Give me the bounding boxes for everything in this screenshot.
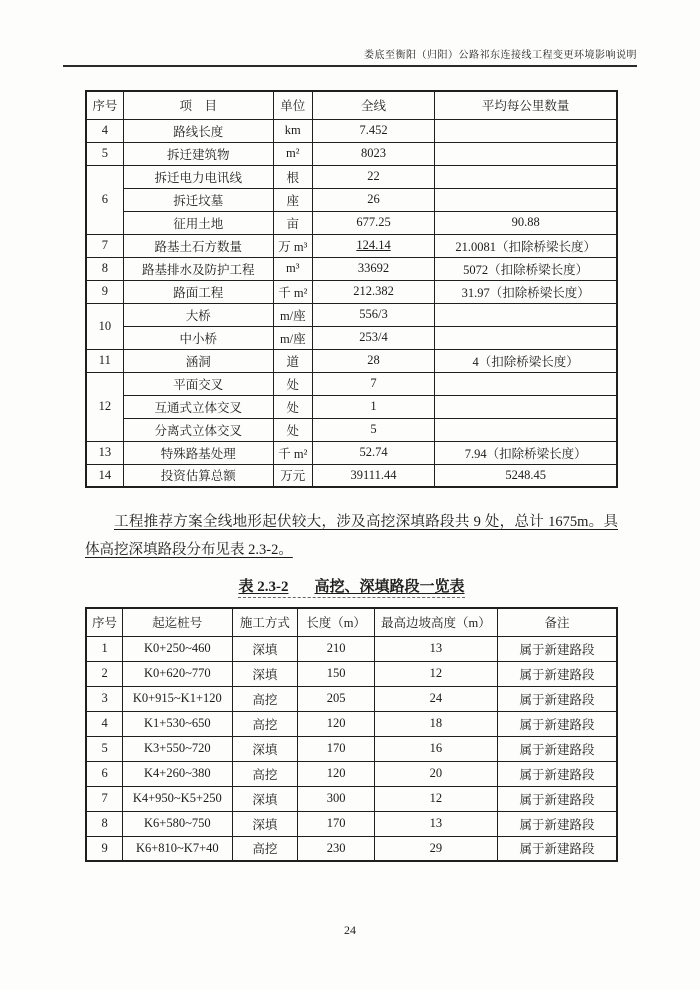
quantities-table-row [86,188,617,211]
quantities-table-cell: 124.14 [312,234,435,257]
table2-caption-title: 高挖、深填路段一览表 [314,579,465,595]
quantities-table-cell: 6 [86,165,123,234]
quantities-table-cell: 31.97（扣除桥梁长度） [435,280,617,303]
quantities-table-cell [435,326,617,349]
quantities-table-cell: 39111.44 [312,464,435,487]
quantities-table-row [86,418,617,441]
quantities-table-cell [435,372,617,395]
sections-table-cell: 高挖 [232,686,298,711]
sections-table-header-row [86,608,617,636]
sections-table-header-cell: 备注 [497,608,617,636]
quantities-table-cell: 座 [273,188,312,211]
quantities-table-cell [435,188,617,211]
quantities-table-cell: 分离式立体交叉 [123,418,273,441]
sections-table-row [86,661,617,686]
sections-table-cell: K6+580~750 [123,811,232,836]
sections-table-cell: 3 [86,686,123,711]
quantities-table-cell: 征用土地 [123,211,273,234]
sections-table-row [86,811,617,836]
sections-table-cell: 属于新建路段 [497,736,617,761]
quantities-table-cell: 90.88 [435,211,617,234]
sections-table-cell: K1+530~650 [123,711,232,736]
sections-table-cell: 6 [86,761,123,786]
quantities-table-cell: 7.94（扣除桥梁长度） [435,441,617,464]
quantities-table-cell: 8 [86,257,123,280]
quantities-table-cell: km [273,119,312,142]
sections-table-row [86,786,617,811]
sections-table-cell: K6+810~K7+40 [123,836,232,861]
quantities-table-cell: 7 [86,234,123,257]
quantities-table-cell [435,418,617,441]
quantities-table-row [86,349,617,372]
quantities-table-cell: 52.74 [312,441,435,464]
sections-table-cell: 属于新建路段 [497,811,617,836]
sections-table-cell: 13 [374,811,497,836]
quantities-table-cell [435,303,617,326]
quantities-table-cell: 7 [312,372,435,395]
sections-table-cell: 5 [86,736,123,761]
sections-table-cell: 170 [298,736,374,761]
quantities-table-cell: 13 [86,441,123,464]
sections-table-cell: 16 [374,736,497,761]
sections-table-header-cell: 长度（m） [298,608,374,636]
sections-table-row [86,761,617,786]
quantities-table-row [86,372,617,395]
sections-table-row [86,686,617,711]
quantities-table-cell: 路基排水及防护工程 [123,257,273,280]
quantities-table-cell: 7.452 [312,119,435,142]
quantities-table-cell: 14 [86,464,123,487]
quantities-table-cell: 4（扣除桥梁长度） [435,349,617,372]
sections-table-cell: 属于新建路段 [497,836,617,861]
quantities-table-cell: 投资估算总额 [123,464,273,487]
quantities-table-cell: 中小桥 [123,326,273,349]
quantities-table-cell: 拆迁电力电讯线 [123,165,273,188]
quantities-table-cell: 5248.45 [435,464,617,487]
quantities-table-cell: 21.0081（扣除桥梁长度） [435,234,617,257]
page-number: 24 [344,923,356,937]
page-header [63,46,637,67]
sections-table-row [86,636,617,661]
quantities-table-cell: 212.382 [312,280,435,303]
quantities-table-cell: 路基土石方数量 [123,234,273,257]
quantities-table-cell: 5 [86,142,123,165]
quantities-table-cell: 千 m² [273,441,312,464]
sections-table-cell: 7 [86,786,123,811]
sections-table-cell: 300 [298,786,374,811]
quantities-table-cell: m/座 [273,326,312,349]
quantities-table-cell: 253/4 [312,326,435,349]
table2-caption [238,575,464,598]
sections-table-cell: 1 [86,636,123,661]
quantities-table-cell: 677.25 [312,211,435,234]
sections-table-cell: 属于新建路段 [497,711,617,736]
quantities-table-cell: 拆迁建筑物 [123,142,273,165]
sections-table-header-cell: 序号 [86,608,123,636]
quantities-table-cell: 12 [86,372,123,441]
quantities-table-cell [435,142,617,165]
sections-table-cell: 属于新建路段 [497,786,617,811]
sections-table-cell: K4+950~K5+250 [123,786,232,811]
sections-table-cell: 高挖 [232,836,298,861]
quantities-table-cell: 4 [86,119,123,142]
sections-table-row [86,711,617,736]
sections-table-cell: 高挖 [232,761,298,786]
quantities-table-cell: 5072（扣除桥梁长度） [435,257,617,280]
quantities-table-cell: 处 [273,372,312,395]
sections-table-cell: 18 [374,711,497,736]
sections-table-cell: 120 [298,711,374,736]
sections-table-cell: 205 [298,686,374,711]
quantities-table-cell: 处 [273,418,312,441]
sections-table-cell: 120 [298,761,374,786]
quantities-table-cell: 1 [312,395,435,418]
sections-table-header-cell: 施工方式 [232,608,298,636]
quantities-table-cell: 556/3 [312,303,435,326]
quantities-table-cell: 大桥 [123,303,273,326]
sections-table-row [86,836,617,861]
quantities-table-row [86,280,617,303]
quantities-table-cell: 拆迁坟墓 [123,188,273,211]
quantities-table-cell: 万 m³ [273,234,312,257]
quantities-table-row [86,303,617,326]
quantities-table-row [86,119,617,142]
quantities-table-row [86,441,617,464]
quantities-table-header-cell: 平均每公里数量 [435,91,617,119]
quantities-table-cell: 10 [86,303,123,349]
sections-table-cell: K3+550~720 [123,736,232,761]
sections-table-cell: 12 [374,661,497,686]
quantities-table-cell: 亩 [273,211,312,234]
quantities-table-cell: 道 [273,349,312,372]
sections-table-cell: 深填 [232,786,298,811]
quantities-table-row [86,211,617,234]
page-content [85,90,618,862]
quantities-table-cell: 处 [273,395,312,418]
sections-table-cell: 13 [374,636,497,661]
quantities-table-cell: 千 m² [273,280,312,303]
quantities-table-cell: 平面交叉 [123,372,273,395]
quantities-table-cell: 互通式立体交叉 [123,395,273,418]
sections-table-cell: 20 [374,761,497,786]
quantities-table-cell: 26 [312,188,435,211]
sections-table-cell: 150 [298,661,374,686]
quantities-table-cell: 22 [312,165,435,188]
header-title: 娄底至衡阳（归阳）公路祁东连接线工程变更环境影响说明 [364,50,637,61]
sections-table-cell: 230 [298,836,374,861]
quantities-table-cell: 8023 [312,142,435,165]
sections-table-cell: 210 [298,636,374,661]
sections-table-cell: 24 [374,686,497,711]
quantities-table-header-cell: 单位 [273,91,312,119]
quantities-table-cell: 28 [312,349,435,372]
sections-table-cell: 170 [298,811,374,836]
sections-table-cell: 12 [374,786,497,811]
quantities-table-row [86,464,617,487]
sections-table-cell: 深填 [232,636,298,661]
quantities-table-row [86,142,617,165]
quantities-table-row [86,234,617,257]
quantities-table-row [86,165,617,188]
sections-table-cell: 深填 [232,811,298,836]
quantities-table-row [86,257,617,280]
body-paragraph-text: 工程推荐方案全线地形起伏较大，涉及高挖深填路段共 9 处，总计 1675m。具体高挖深填路段分布见表 2.3-2。 [85,514,618,558]
quantities-table-cell: 路线长度 [123,119,273,142]
quantities-table-cell: 路面工程 [123,280,273,303]
quantities-table-cell: m² [273,142,312,165]
quantities-table-header-cell: 全线 [312,91,435,119]
sections-table-cell: K4+260~380 [123,761,232,786]
sections-table-cell: K0+250~460 [123,636,232,661]
cut-fill-sections-table [85,607,618,862]
sections-table-cell: K0+620~770 [123,661,232,686]
sections-table-cell: 属于新建路段 [497,686,617,711]
sections-table-cell: 属于新建路段 [497,761,617,786]
sections-table-cell: 8 [86,811,123,836]
quantities-table-cell [435,395,617,418]
sections-table-cell: 4 [86,711,123,736]
project-quantities-table [85,90,618,488]
quantities-table-cell: 特殊路基处理 [123,441,273,464]
sections-table-cell: 9 [86,836,123,861]
sections-table-cell: 深填 [232,661,298,686]
sections-table-header-cell: 最高边坡高度（m） [374,608,497,636]
sections-table-cell: 29 [374,836,497,861]
quantities-table-cell: m/座 [273,303,312,326]
quantities-table-header-cell: 项 目 [123,91,273,119]
quantities-table-cell: m³ [273,257,312,280]
sections-table-row [86,736,617,761]
table2-caption-label: 表 2.3-2 [238,579,289,595]
body-paragraph [85,508,618,564]
sections-table-cell: 属于新建路段 [497,636,617,661]
quantities-table-header-cell: 序号 [86,91,123,119]
quantities-table-cell: 万元 [273,464,312,487]
quantities-table-cell: 11 [86,349,123,372]
quantities-table-cell: 5 [312,418,435,441]
quantities-table-row [86,395,617,418]
quantities-table-cell [435,119,617,142]
quantities-table-cell: 涵洞 [123,349,273,372]
quantities-table-row [86,326,617,349]
sections-table-cell: 2 [86,661,123,686]
quantities-table-cell [435,165,617,188]
sections-table-cell: 高挖 [232,711,298,736]
quantities-table-header-row [86,91,617,119]
sections-table-cell: K0+915~K1+120 [123,686,232,711]
sections-table-cell: 属于新建路段 [497,661,617,686]
sections-table-header-cell: 起迄桩号 [123,608,232,636]
sections-table-cell: 深填 [232,736,298,761]
quantities-table-cell: 根 [273,165,312,188]
quantities-table-cell: 9 [86,280,123,303]
quantities-table-cell: 33692 [312,257,435,280]
table2-caption-row [85,575,618,598]
